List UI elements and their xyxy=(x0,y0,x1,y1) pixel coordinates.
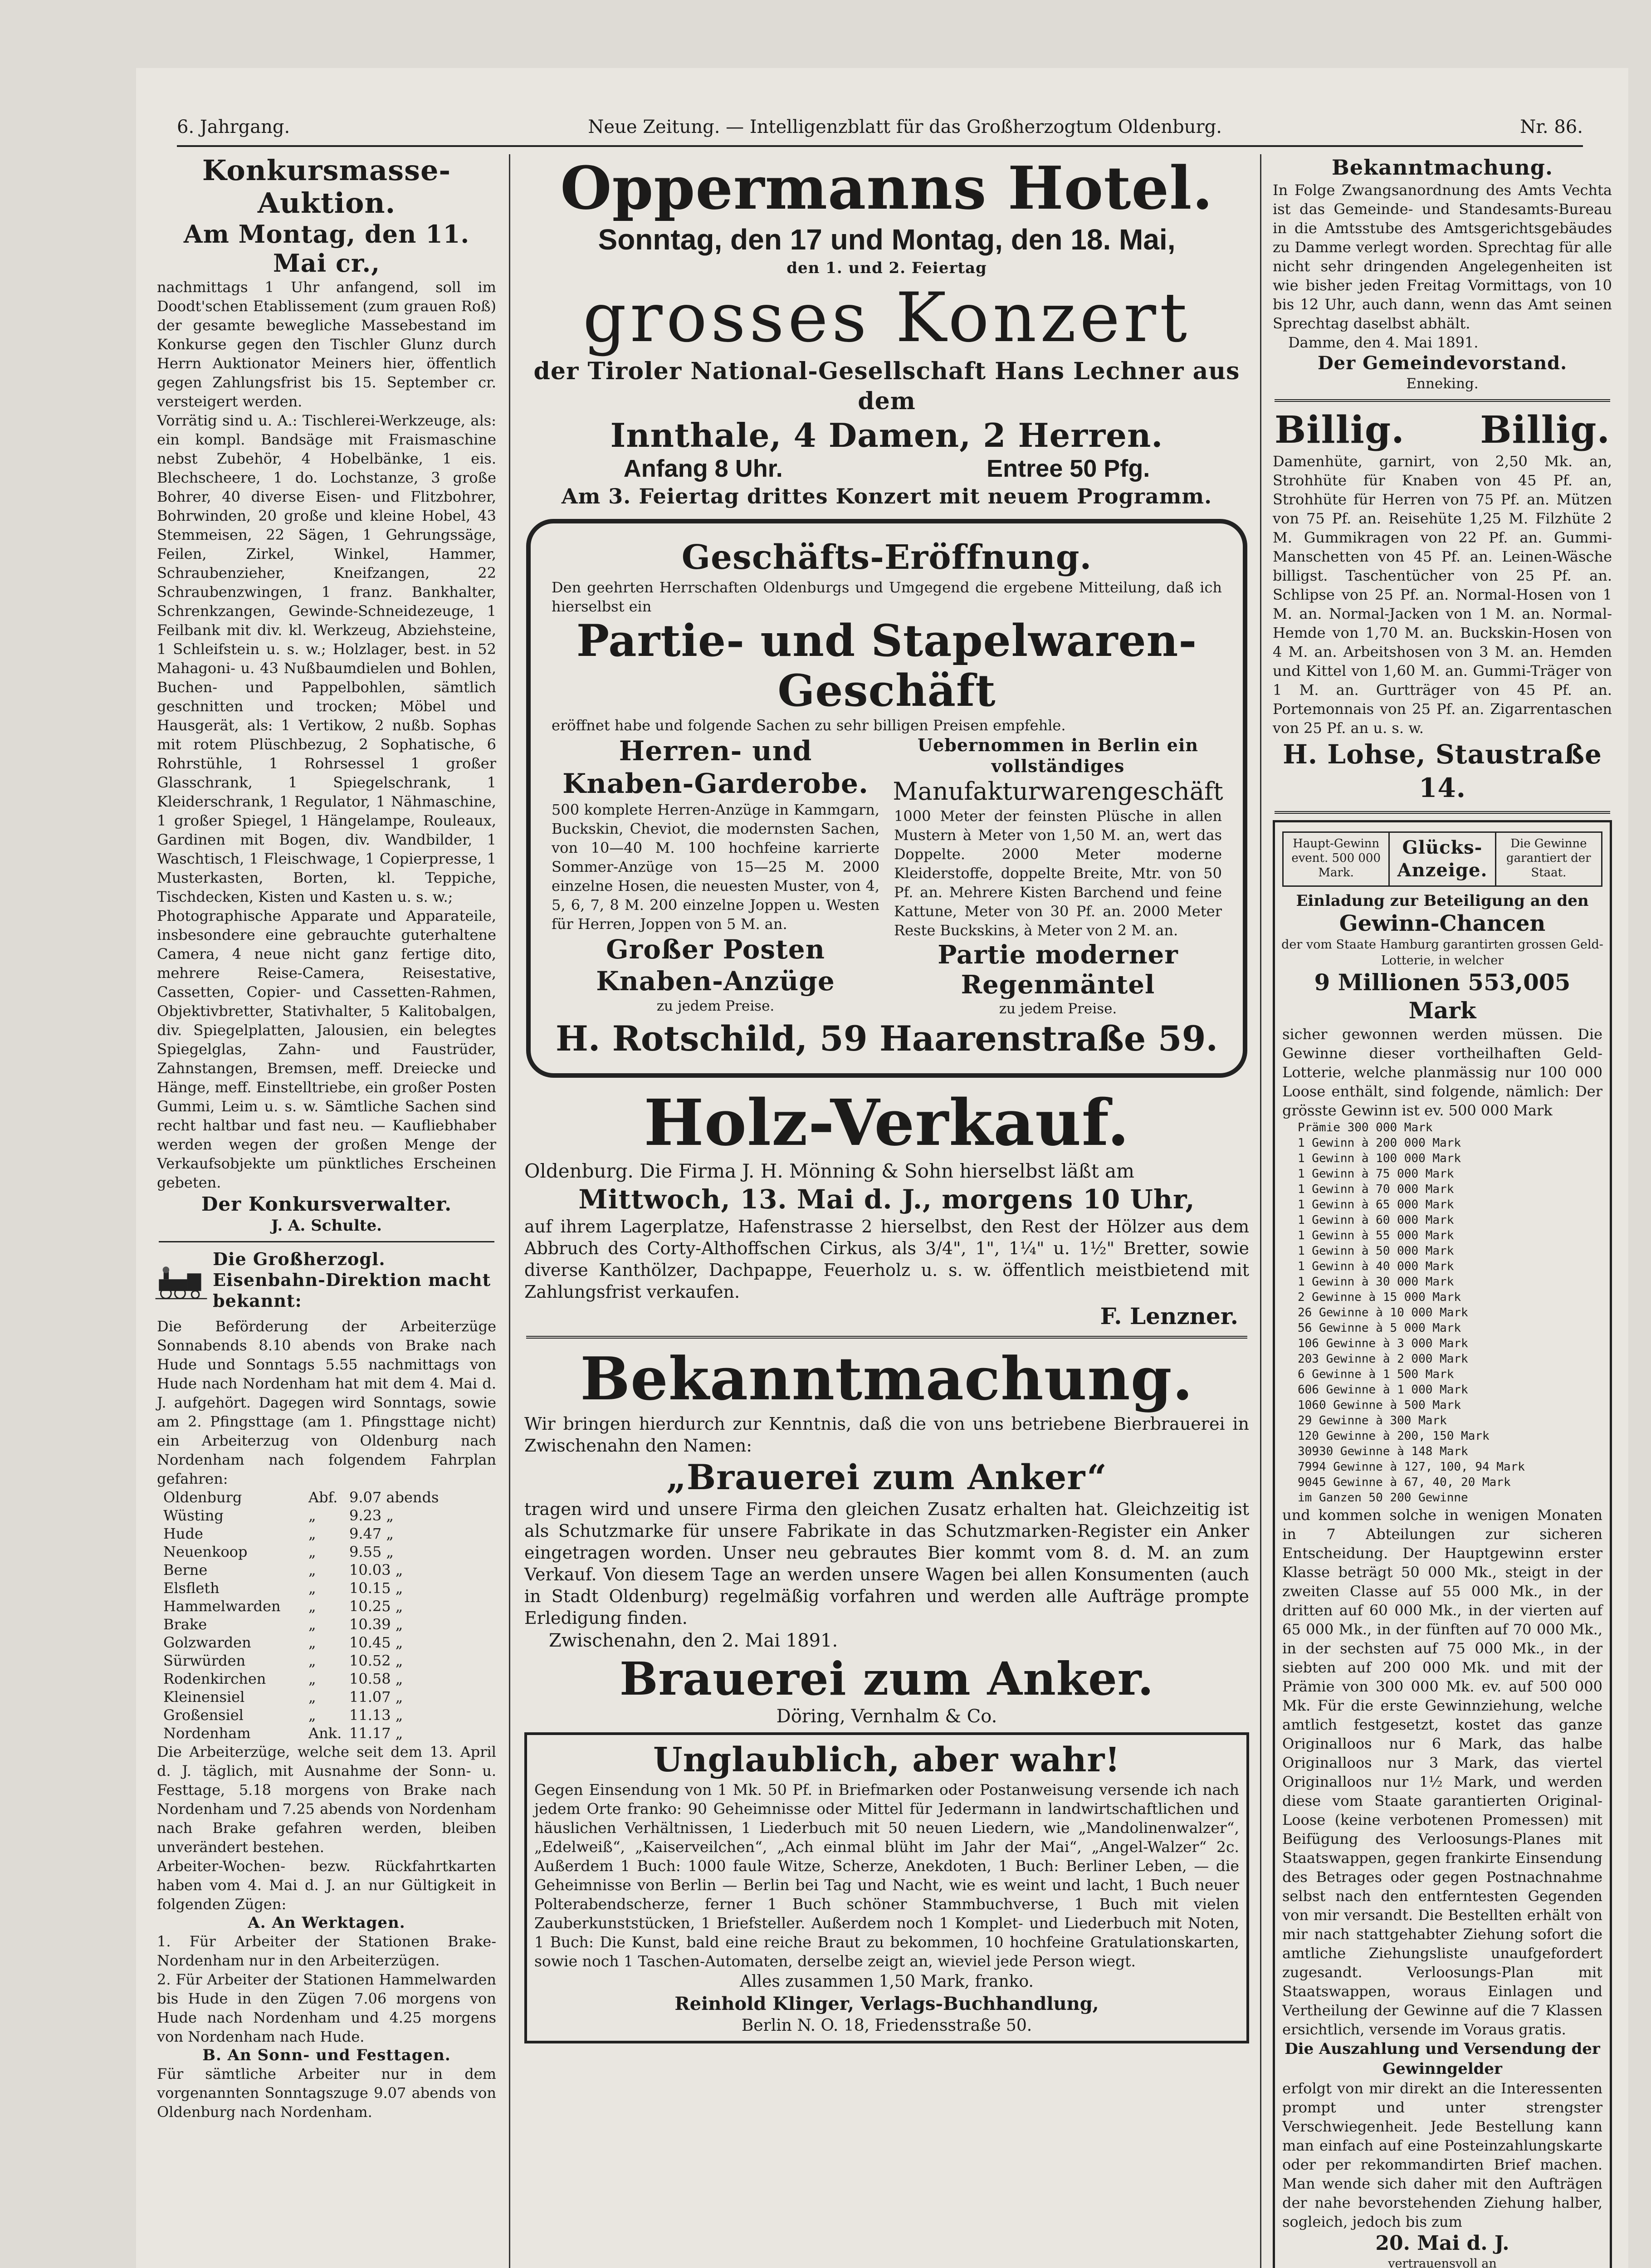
lottery-box-title: Glücks-Anzeige. xyxy=(1390,833,1496,885)
book-ad xyxy=(524,1732,1249,2043)
book-total: Alles zusammen 1,50 Mark, franko. xyxy=(740,1972,1034,1991)
lottery-payout-body: erfolgt von mir direkt an die Interessenten prompt und unter strengster Verschwiegenheit. Jede Bestellung kann man einfach auf eine Posteinzahlungskarte oder per rekommandirten Brief machen. Man wende sich daher mit den Aufträgen der nahe bevorstehenden Ziehung halber, sogleich, jedoch bis zum xyxy=(1282,2080,1602,2230)
hotel-entry: Entree 50 Pfg. xyxy=(987,455,1150,482)
railway-title: Die Großherzogl. Eisenbahn-Direktion macht bekannt: xyxy=(213,1249,491,1311)
hotel-band2: Innthale, 4 Damen, 2 Herren. xyxy=(610,416,1163,455)
auction-items: Vorrätig sind u. A.: Tischlerei-Werkzeuge, als: ein kompl. Bandsäge mit Fraismaschine nebst Zubehör, 4 Hobelbänke, 1 eis. Blechscheere, 1 do. Lochstanze, 3 große Bohrer, 40 diverse Eisen- und Flitzbohrer, Bohrwinden, 20 große und kleine Hobel, 43 Stemmeisen, 22 Sägen, 1 Gehrungssäge, Feilen, Zirkel, Winkel, Hammer, Schraubenzieher, Kneifzangen, 22 Schraubenzwingen, 1 franz. Bankhalter, Schrenkzangen, Gewinde-Schneidezeuge, 1 Feilbank mit div. kl. Werkzeug, Abziehsteine, 1 Schleifstein u. s. w.; Holzlager, best. in 52 Mahagoni- u. 43 Nußbaumdielen und Bohlen, Buchen- und Pappelbohlen, sämtlich geschnitten und trocken; Möbel und Hausgerät, als: 1 Vertikow, 2 nußb. Sophas mit rotem Plüschbezug, 2 Sophatische, 6 Rohrstühle, 1 Rohrsessel 1 großer Glasschrank, 1 Spiegelschrank, 1 Kleiderschrank, 1 Regulator, 1 Nähmaschine, 1 großer Spiegel, 1 Hängelampe, Rouleaux, Gardinen mit Bogen, div. Wandbilder, 1 Waschtisch, 1 Fleischwage, 1 Copierpresse, 1 Musterkasten, Borten, kl. Teppiche, Tischdecken, Kisten und Kasten u. s. w.; xyxy=(157,412,496,905)
notice-body: In Folge Zwangsanordnung des Amts Vechta ist das Gemeinde- und Standesamts-Bureau in die Amtsstube des Amtsgerichtsgebäudes zu Damme verlegt worden. Sprechtag für alle nicht sehr dringenden Angelegenheiten ist wie bisher jeden Freitag Vormittags, von 10 bis 12 Uhr, auch dann, wenn das Amt seinen Sprechtag daselbst abhält. xyxy=(1273,181,1612,332)
lohse-sale-ad xyxy=(1270,408,1615,805)
lottery-ad xyxy=(1273,820,1612,2268)
schedule-row: Hammelwarden „ 10.25 „ xyxy=(163,1598,403,1615)
auction-title: Konkursmasse-Auktion. xyxy=(202,154,451,220)
auction-date: Am Montag, den 11. Mai cr., xyxy=(183,220,470,278)
shop-right-head: Uebernommen in Berlin ein vollständiges xyxy=(917,735,1199,776)
divider xyxy=(1275,399,1610,402)
hotel-sub: den 1. und 2. Feiertag xyxy=(786,259,987,277)
newspaper-page xyxy=(136,68,1628,2268)
lottery-header xyxy=(1282,831,1602,887)
column-divider xyxy=(1260,154,1261,2268)
sale-body: Damenhüte, garnirt, von 2,50 Mk. an, Strohhüte für Knaben von 45 Pf. an, Strohhüte für Herren von 75 Pf. an. Mützen von 75 Pf. an. Reisehüte 1,25 M. Filzhüte 2 M. Gummikragen von 22 Pf. an. Gummi-Manschetten von 45 Pf. an. Leinen-Wäsche billigst. Taschentücher von 25 Pf. an. Schlipse von 25 Pf. an. Normal-Hosen von 1 M. an. Normal-Jacken von 1 M. an. Normal-Hemde von 1,70 M. an. Buckskin-Hosen von 4 M. an. Arbeitshosen von 3 M. an. Hemden und Kittel von 1,60 M. an. Gummi-Träger von 1 M. an. Gurtträger von 45 Pf. an. Portemonnais von 25 Pf. an. Zigarrentaschen von 25 Pf. an u. s. w. xyxy=(1273,453,1612,737)
shop-left-big: Großer Posten Knaben-Anzüge xyxy=(596,934,835,997)
prize-row: 9045 Gewinne à 67, 40, 20 Mark xyxy=(1298,1476,1511,1489)
wood-signer: F. Lenzner. xyxy=(1100,1303,1238,1330)
brewery-name: „Brauerei zum Anker“ xyxy=(666,1457,1107,1497)
prize-row: 7994 Gewinne à 127, 100, 94 Mark xyxy=(1298,1460,1525,1474)
hotel-date: Sonntag, den 17 und Montag, den 18. Mai, xyxy=(598,223,1176,256)
wood-title: Holz-Verkauf. xyxy=(644,1086,1130,1160)
prize-row: 1 Gewinn à 100 000 Mark xyxy=(1298,1152,1461,1165)
railway-b1: Für sämtliche Arbeiter nur in dem vorgenannten Sonntagszuge 9.07 abends von Oldenburg nach Nordenham. xyxy=(157,2065,496,2121)
prize-row: 1 Gewinn à 50 000 Mark xyxy=(1298,1244,1454,1258)
notice-signer-name: Enneking. xyxy=(1406,376,1479,392)
prize-row: 1060 Gewinne à 500 Mark xyxy=(1298,1398,1461,1412)
issue-number: Nr. 86. xyxy=(1520,117,1583,137)
newspaper-title: Neue Zeitung. — Intelligenzblatt für das Großherzogtum Oldenburg. xyxy=(588,117,1222,137)
shop-intro2: eröffnet habe und folgende Sachen zu sehr billigen Preisen empfehle. xyxy=(552,717,1066,734)
prize-row: 1 Gewinn à 70 000 Mark xyxy=(1298,1183,1454,1196)
railway-notice xyxy=(154,1249,499,2121)
prize-row: 606 Gewinne à 1 000 Mark xyxy=(1298,1383,1468,1397)
auction-ad xyxy=(154,154,499,1235)
column-divider xyxy=(509,154,510,2268)
right-column xyxy=(1270,154,1615,2268)
brewery-body: tragen wird und unsere Firma den gleichen Zusatz erhalten hat. Gleichzeitig ist als Schutzmarke für unsere Fabrikate in das Schutzmarken-Register ein Anker eingetragen worden. Unser neu gebrautes Bier kommt vom 8. d. M. an zum Verkauf. Von diesem Tage an werden unsere Wagen bei allen Konsumenten (auch in Stadt Oldenburg) regelmäßig vorfahren und werden alle Aufträge prompte Erledigung finden. xyxy=(524,1499,1249,1628)
schedule-row: Oldenburg Abf. 9.07 abends xyxy=(163,1489,439,1506)
hotel-ad xyxy=(522,154,1252,510)
left-column xyxy=(154,154,499,2268)
railway-intro: Die Beförderung der Arbeiterzüge Sonnabends 8.10 abends von Brake nach Hude und Sonntags 5.55 nachmittags von Hude nach Nordenham hat mit dem 4. Mai d. J. aufgehört. Dagegen wird Sonntags, sowie am 2. Pfingsttage (am 1. Pfingsttage nicht) ein Arbeiterzug von Oldenburg nach Nordenham nach folgendem Fahrplan gefahren: xyxy=(157,1318,496,1487)
schedule-row: Berne „ 10.03 „ xyxy=(163,1561,403,1579)
prize-row: 1 Gewinn à 200 000 Mark xyxy=(1298,1136,1461,1150)
shop-right-big: Manufakturwarengeschäft xyxy=(893,777,1223,806)
railway-a1: 1. Für Arbeiter der Stationen Brake-Nordenham nur in den Arbeiterzügen. xyxy=(157,1933,496,1969)
hotel-third: Am 3. Feiertag drittes Konzert mit neuem Programm. xyxy=(561,484,1212,508)
prize-row: 26 Gewinne à 10 000 Mark xyxy=(1298,1306,1468,1320)
prize-row: 2 Gewinne à 15 000 Mark xyxy=(1298,1290,1461,1304)
brewery-sign: Brauerei zum Anker. xyxy=(619,1652,1154,1706)
schedule-row: Nordenham Ank. 11.17 „ xyxy=(163,1725,403,1742)
brewery-place: Zwischenahn, den 2. Mai 1891. xyxy=(549,1630,838,1651)
hotel-concert: grosses Konzert xyxy=(582,279,1191,357)
lottery-box-guarantee: Die Gewinne garantiert der Staat. xyxy=(1506,837,1591,880)
prize-row: 1 Gewinn à 75 000 Mark xyxy=(1298,1167,1454,1181)
auction-photo-items: Photographische Apparate und Apparateile, insbesondere eine gebrauchte guterhaltene Camera, 4 neue nicht ganz fertige dito, mehrere Reise-Camera, Reisestative, Cassetten, Copier- und Cassetten-Rahmen, Objektivbretter, Stativhalter, 5 Kalitobalgen, div. Spiegelplatten, Jalousien, ein belegtes Spiegelglas, Zahn- und Faustrüder, Zahnstangen, Bremsen, meff. Dreiecke und Hänge, meff. Einstelltriebe, ein großer Posten Gummi, Leim u. s. w. Sämtliche Sachen sind recht haltbar und fast neu. — Kaufliebhaber werden wegen der großen Menge der Verkaufsobjekte um pünktliches Erscheinen gebeten. xyxy=(157,907,496,1191)
book-title: Unglaublich, aber wahr! xyxy=(653,1740,1120,1779)
schedule-row: Sürwürden „ 10.52 „ xyxy=(163,1652,403,1669)
divider xyxy=(159,1241,494,1242)
shop-left-sub: zu jedem Preise. xyxy=(656,998,775,1014)
page-header xyxy=(177,109,1583,147)
wood-body: auf ihrem Lagerplatze, Hafenstrasse 2 hierselbst, den Rest der Hölzer aus dem Abbruch des Corty-Althoffschen Cirkus, als 3/4", 1", 1¼" u. 1½" Bretter, sowie diverse Kanthölzer, Dachpappe, Feuerholz u. s. w. öffentlich meistbietend mit Zahlungsfrist verkaufen. xyxy=(524,1217,1249,1302)
lottery-intro2: sicher gewonnen werden müssen. Die Gewinne dieser vortheilhaften Geld-Lotterie, welche planmässig nur 100 000 Loose enthält, sind folgende, nämlich: Der grösste Gewinn ist ev. 500 000 Mark xyxy=(1282,1026,1602,1119)
schedule-row: Großensiel „ 11.13 „ xyxy=(163,1706,403,1724)
sale-right-word: Billig. xyxy=(1480,408,1610,452)
volume-label: 6. Jahrgang. xyxy=(177,117,290,137)
lottery-trust: vertrauensvoll an xyxy=(1388,2257,1497,2268)
schedule-row: Elsfleth „ 10.15 „ xyxy=(163,1579,403,1597)
notice-place: Damme, den 4. Mai 1891. xyxy=(1288,334,1479,351)
book-body: Gegen Einsendung von 1 Mk. 50 Pf. in Briefmarken oder Postanweisung versende ich nach jedem Orte franko: 90 Geheimnisse oder Mittel für Jedermann in landwirtschaftlichen und häuslichen Verhältnissen, 1 Liederbuch mit 50 neuen Liedern, wie „Mandolinenwalzer“, „Edelweiß“, „Kaiserveilchen“, „Ach einmal blüht im Jahr der Mai“, „Angel-Walzer“ 2c. Außerdem 1 Buch: 1000 faule Witze, Scherze, Anekdoten, 1 Buch: Berliner Leben, — die Geheimnisse von Berlin — Berlin bei Tag und Nacht, wie es weint und lacht, 1 Buch neuer Polterabendscherze, ferner 1 Buch schöner Stammbuchverse, 1 Buch mit vielen Zauberkunststücken, 1 Briefsteller. Außerdem noch 1 Komplet- und Liederbuch mit Noten, 1 Buch: Die Kunst, bald eine reiche Braut zu bekommen, 10 hochfeine Gratulationskarten, sowie noch 1 Taschen-Automaten, derselbe zeigt an, wieviel jede Person wiegt. xyxy=(534,1781,1239,1970)
wood-date: Mittwoch, 13. Mai d. J., morgens 10 Uhr, xyxy=(578,1184,1195,1215)
brewery-owners: Döring, Vernhalm & Co. xyxy=(776,1706,997,1727)
lottery-deadline: 20. Mai d. J. xyxy=(1375,2232,1509,2255)
notice-signer: Der Gemeindevorstand. xyxy=(1317,352,1568,374)
prize-row: 1 Gewinn à 60 000 Mark xyxy=(1298,1213,1454,1227)
lottery-intro: der vom Staate Hamburg garantirten grossen Geld-Lotterie, in welcher xyxy=(1281,938,1603,968)
schedule-row: Wüsting „ 9.23 „ xyxy=(163,1507,394,1524)
hotel-title: Oppermanns Hotel. xyxy=(560,154,1213,223)
schedule-row: Brake „ 10.39 „ xyxy=(163,1616,403,1633)
municipal-notice xyxy=(1270,154,1615,393)
prize-row: 120 Gewinne à 200, 150 Mark xyxy=(1298,1429,1490,1443)
railway-after: Die Arbeiterzüge, welche seit dem 13. April d. J. täglich, mit Ausnahme der Sonn- u. Festtage, 5.18 morgens von Brake nach Nordenham und 7.25 abends von Nordenham nach Brake gefahren werden, bleiben unverändert bestehen. xyxy=(157,1743,496,1856)
lottery-invite: Einladung zur Beteiligung an den xyxy=(1296,892,1589,910)
divider xyxy=(1275,811,1610,814)
shop-right-big2: Partie moderner Regenmäntel xyxy=(938,940,1178,1000)
shop-title: Geschäfts-Eröffnung. xyxy=(681,538,1092,577)
lottery-body: und kommen solche in wenigen Monaten in 7 Abteilungen zur sicheren Entscheidung. Der Hauptgewinn erster Klasse beträgt 50 000 Mk., steigt in der zweiten Classe auf 55 000 Mk., in der dritten auf 60 000 Mk., in der vierten auf 65 000 Mk., in der fünften auf 70 000 Mk., in der sechsten auf 75 000 Mk., in der siebten auf 200 000 Mk. und mit der Prämie von 300 000 Mk. ev. auf 500 000 Mk. Für die erste Gewinnziehung, welche amtlich festgesetzt, kostet das ganze Originalloos nur 6 Mark, das halbe Originalloos nur 3 Mark, das viertel Originalloos nur 1½ Mark, und werden diese vom Staate garantierten Original-Loose (keine verbotenen Promessen) mit Beifügung des Verloosungs-Planes mit Staatswappen, gegen frankirte Einsendung des Betrages oder gegen Postnachnahme selbst nach den entferntesten Gegenden von mir versandt. Die Bestellten erhält von mir nach stattgehabter Ziehung sofort die amtliche Ziehungsliste unaufgefordert zugesandt. Verloosungs-Plan mit Staatswappen, woraus Einlagen und Vertheilung der Gewinne auf die 7 Klassen ersichtlich, versende im Voraus gratis. xyxy=(1282,1506,1602,2038)
schedule-row: Golzwarden „ 10.45 „ xyxy=(163,1634,403,1651)
schedule-row: Hude „ 9.47 „ xyxy=(163,1525,394,1542)
auction-signer: Der Konkursverwalter. xyxy=(201,1193,452,1215)
lottery-box-main-prize: Haupt-Gewinn event. 500 000 Mark. xyxy=(1284,833,1390,885)
locomotive-icon xyxy=(154,1249,208,1317)
notice-title: Bekanntmachung. xyxy=(1332,155,1553,180)
railway-schedule xyxy=(163,1488,490,1742)
prize-row: 1 Gewinn à 30 000 Mark xyxy=(1298,1275,1454,1289)
shop-footer: H. Rotschild, 59 Haarenstraße 59. xyxy=(556,1018,1218,1059)
shop-intro: Den geehrten Herrschaften Oldenburgs und Umgegend die ergebene Mitteilung, daß ich hierselbst ein xyxy=(552,579,1222,615)
railway-a2: 2. Für Arbeiter der Stationen Hammelwarden bis Hude in den Zügen 7.06 morgens von Hude nach Nordenham und 4.25 morgens von Nordenham nach Hude. xyxy=(157,1971,496,2045)
auction-body: nachmittags 1 Uhr anfangend, soll im Doodt'schen Etablissement (zum grauen Roß) der gesamte bewegliche Massebestand im Konkurse gegen den Tischler Glunz durch Herrn Auktionator Meiners hier, öffentlich gegen Zahlungsfrist bis 15. September cr. versteigert werden. xyxy=(157,279,496,410)
prize-row: 29 Gewinne à 300 Mark xyxy=(1298,1414,1447,1427)
prize-row: 1 Gewinn à 40 000 Mark xyxy=(1298,1260,1454,1273)
brewery-title: Bekanntmachung. xyxy=(580,1344,1193,1413)
schedule-row: Neuenkoop „ 9.55 „ xyxy=(163,1543,394,1560)
prize-row: im Ganzen 50 200 Gewinne xyxy=(1298,1491,1468,1505)
shop-left-head: Herren- und Knaben-Garderobe. xyxy=(562,735,869,800)
schedule-row: Rodenkirchen „ 10.58 „ xyxy=(163,1670,403,1687)
lottery-payout: Die Auszahlung und Versendung der Gewinngelder xyxy=(1285,2040,1600,2078)
railway-b-title: B. An Sonn- und Festtagen. xyxy=(202,2046,451,2064)
lottery-millions: 9 Millionen 553,005 Mark xyxy=(1314,969,1571,1024)
divider xyxy=(526,1336,1247,1339)
prize-row: 6 Gewinne à 1 500 Mark xyxy=(1298,1368,1454,1381)
wood-sale-ad xyxy=(522,1087,1252,1330)
railway-a-title: A. An Werktagen. xyxy=(248,1914,405,1932)
book-seller: Reinhold Klinger, Verlags-Buchhandlung, xyxy=(674,1993,1099,2014)
hotel-start: Anfang 8 Uhr. xyxy=(623,455,783,482)
middle-column xyxy=(522,154,1252,2268)
prize-row: 106 Gewinne à 3 000 Mark xyxy=(1298,1337,1468,1350)
prize-row: 203 Gewinne à 2 000 Mark xyxy=(1298,1352,1468,1366)
shop-big: Partie- und Stapelwaren-Geschäft xyxy=(576,615,1197,716)
sale-shop: H. Lohse, Staustraße 14. xyxy=(1283,739,1602,803)
hotel-band: der Tiroler National-Gesellschaft Hans Lechner aus dem xyxy=(533,357,1240,415)
prize-list xyxy=(1298,1120,1605,1505)
brewery-intro: Wir bringen hierdurch zur Kenntnis, daß die von uns betriebene Bierbrauerei in Zwischenahn den Namen: xyxy=(524,1414,1249,1456)
wood-line1: Oldenburg. Die Firma J. H. Mönning & Sohn hierselbst läßt am xyxy=(524,1160,1134,1182)
auction-signer-name: J. A. Schulte. xyxy=(271,1217,382,1235)
shop-right-sub: zu jedem Preise. xyxy=(999,1001,1117,1017)
prize-row: 1 Gewinn à 65 000 Mark xyxy=(1298,1198,1454,1212)
book-address: Berlin N. O. 18, Friedensstraße 50. xyxy=(741,2016,1032,2035)
prize-row: 30930 Gewinne à 148 Mark xyxy=(1298,1445,1468,1458)
prize-row: 56 Gewinne à 5 000 Mark xyxy=(1298,1321,1461,1335)
railway-cards: Arbeiter-Wochen- bezw. Rückfahrtkarten haben vom 4. Mai d. J. an nur Gültigkeit in folgenden Zügen: xyxy=(157,1857,496,1913)
sale-left-word: Billig. xyxy=(1275,408,1405,452)
lottery-chances: Gewinn-Chancen xyxy=(1339,911,1546,936)
shop-left-text: 500 komplete Herren-Anzüge in Kammgarn, Buckskin, Cheviot, die modernsten Sachen, von 10—40 M. 100 hochfeine karrierte Sommer-Anzüge von 15—25 M. 2000 einzelne Hosen, die neuesten Muster, von 4, 5, 6, 7, 8 M. 200 einzelne Joppen u. Westen für Herren, Joppen von 5 M. an. xyxy=(552,801,879,933)
brewery-ad xyxy=(522,1345,1252,1728)
prize-row: Prämie 300 000 Mark xyxy=(1298,1121,1433,1134)
shop-opening-ad xyxy=(526,519,1247,1078)
schedule-row: Kleinensiel „ 11.07 „ xyxy=(163,1688,403,1706)
prize-row: 1 Gewinn à 55 000 Mark xyxy=(1298,1229,1454,1242)
shop-right-text: 1000 Meter der feinsten Plüsche in allen Mustern à Meter von 1,50 M. an, wert das Doppelte. 2000 Meter moderne Kleiderstoffe, doppelte Breite, Mtr. von 50 Pf. an. Mehrere Kisten Barchend und feine Kattune, Meter von 30 Pf. an. 2000 Meter Reste Buckskins, à Meter von 2 M. an. xyxy=(894,807,1222,939)
